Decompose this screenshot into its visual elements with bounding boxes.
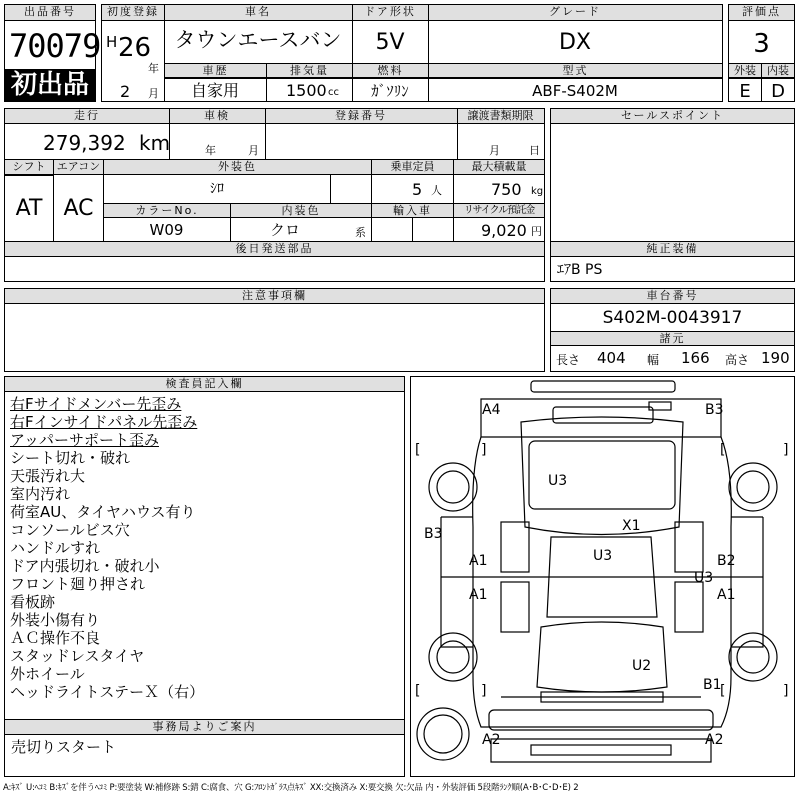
legend: A:ｷｽﾞ U:ﾍｺﾐ B:ｷｽﾞを伴うﾍｺﾐ P:要塗装 W:補修跡 S:錆 C:腐食、穴 G:ﾌﾛﾝﾄｶﾞﾗｽ点ｷｽﾞ XX:交換済み X:要交換 欠:欠品 内・外装評価 5段階ﾗﾝｸ順(A･B･C･D･E) 2 xyxy=(3,783,579,793)
inspector-note: ドア内張切れ・破れ小 xyxy=(10,557,160,575)
history: 自家用 xyxy=(190,81,239,100)
damage-mark-x1: X1 xyxy=(622,518,641,534)
ac: AC xyxy=(63,196,94,221)
damage-mark-a1-left-lower: A1 xyxy=(469,587,488,603)
car-name-label: 車名 xyxy=(164,5,352,21)
inspector-note: 看板跡 xyxy=(10,593,56,611)
damage-mark-u2: U2 xyxy=(632,658,652,674)
inspection-label: 車検 xyxy=(169,109,265,124)
height-label: 高さ xyxy=(725,353,750,367)
recycle-amount: 9,020 xyxy=(481,221,527,240)
inspector-note: シート切れ・破れ xyxy=(10,449,131,467)
inspector-note: 右Fサイドメンバー先歪み xyxy=(10,395,182,413)
interior-color: クロ xyxy=(269,221,300,239)
first-reg-month: 2 xyxy=(120,82,131,101)
import-label: 輸入車 xyxy=(372,204,453,218)
door-label: ドア形状 xyxy=(352,5,428,21)
history-label: 車歴 xyxy=(165,64,266,78)
transfer-month-unit: 月 xyxy=(489,144,500,157)
bracket-left-bottom-open: [ xyxy=(415,683,421,699)
transfer-label: 譲渡書類期限 xyxy=(457,109,544,124)
sales-point-label: セールスポイント xyxy=(551,109,794,124)
mileage-label: 走行 xyxy=(5,109,169,124)
later-parts-box xyxy=(4,241,545,282)
bracket-right-top-open: [ xyxy=(720,442,726,458)
inspector-note: ヘッドライトステーＸ（右） xyxy=(10,683,205,701)
shift: AT xyxy=(15,196,43,221)
max-load: 750 xyxy=(491,180,522,199)
inspector-note: コンソールビス穴 xyxy=(10,521,130,539)
header-table xyxy=(101,4,723,102)
height: 190 xyxy=(761,349,790,367)
bracket-left-top-close: ] xyxy=(481,442,487,458)
office-text: 売切りスタート xyxy=(11,738,117,756)
diagram-box xyxy=(410,376,795,777)
caution-box xyxy=(4,288,545,372)
bracket-right-bottom-open: [ xyxy=(720,683,726,699)
chassis-box xyxy=(550,288,795,372)
chassis-label: 車台番号 xyxy=(551,289,794,304)
color-no-label: カラーNo. xyxy=(104,204,230,218)
recycle-unit: 円 xyxy=(531,225,542,238)
damage-mark-a2-right: A2 xyxy=(705,732,724,748)
spec-table xyxy=(4,108,545,242)
width-label: 幅 xyxy=(647,353,660,367)
sales-point-box xyxy=(550,108,795,242)
dims-label: 諸元 xyxy=(551,332,794,346)
inspector-label: 検査員記入欄 xyxy=(5,377,404,392)
reg-label: 登録番号 xyxy=(265,109,457,124)
shift-label: シフト xyxy=(5,160,53,175)
interior-color-label: 内装色 xyxy=(231,204,371,218)
capacity-label: 乗車定員 xyxy=(372,160,453,175)
capacity-unit: 人 xyxy=(431,184,442,197)
era: H xyxy=(106,33,118,51)
lot-number: 70079 xyxy=(9,27,101,65)
inspector-note: ハンドルすれ xyxy=(10,539,101,557)
grade: DX xyxy=(558,30,591,55)
exterior-color: ｼﾛ xyxy=(210,181,224,197)
recycle-label: リサイクル預託金 xyxy=(454,204,544,218)
mileage-unit: km xyxy=(139,131,171,155)
inspector-note: フロント廻り押され xyxy=(10,575,146,593)
inspector-note: 天張汚れ大 xyxy=(10,467,86,485)
exterior-grade: E xyxy=(739,81,751,102)
damage-mark-a4: A4 xyxy=(482,402,501,418)
equipment-box xyxy=(550,241,795,282)
length-label: 長さ xyxy=(556,353,581,367)
color-label: 外装色 xyxy=(104,160,371,175)
damage-mark-a1-left-upper: A1 xyxy=(469,553,488,569)
bracket-left-top-open: [ xyxy=(415,442,421,458)
lot-box xyxy=(4,4,101,102)
damage-mark-b1: B1 xyxy=(703,677,722,693)
bracket-right-bottom-close: ] xyxy=(783,683,789,699)
office-box xyxy=(4,719,405,777)
damage-mark-u3-roof: U3 xyxy=(548,473,568,489)
grade-label: グレード xyxy=(428,5,722,21)
equipment-label: 純正装備 xyxy=(551,242,794,257)
inspector-note: ＡＣ操作不良 xyxy=(10,629,101,647)
damage-mark-a1-right-lower: A1 xyxy=(717,587,736,603)
interior-grade: D xyxy=(771,81,785,102)
damage-mark-u3-right: U3 xyxy=(694,570,714,586)
inspection-year-unit: 年 xyxy=(205,144,216,157)
equipment: ｴｱB PS xyxy=(557,262,603,278)
interior-label: 内装 xyxy=(762,64,794,78)
model-label: 型式 xyxy=(429,64,722,78)
displacement-label: 排気量 xyxy=(267,64,352,78)
damage-mark-a2-left: A2 xyxy=(482,732,501,748)
car-name: タウンエースバン xyxy=(174,28,342,52)
inspector-notes xyxy=(10,395,204,701)
inspector-note: スタッドレスタイヤ xyxy=(10,647,145,665)
damage-mark-b3-side: B3 xyxy=(424,526,443,542)
load-unit: kg xyxy=(531,186,544,197)
door-type: 5V xyxy=(375,30,405,55)
chassis-number: S402M-0043917 xyxy=(602,308,743,328)
first-reg-year: 26 xyxy=(118,33,152,63)
color-no: W09 xyxy=(149,221,184,239)
score: 3 xyxy=(753,29,770,59)
fuel-label: 燃料 xyxy=(353,64,428,78)
width: 166 xyxy=(681,349,710,367)
inspector-note: 右Fインサイドパネル先歪み xyxy=(10,413,198,431)
bracket-left-bottom-close: ] xyxy=(481,683,487,699)
inspector-note: 外ホイール xyxy=(10,665,85,683)
first-reg-label: 初度登録 xyxy=(102,5,164,21)
mileage: 279,392 xyxy=(43,131,126,155)
fuel: ｶﾞｿﾘﾝ xyxy=(371,82,409,100)
year-unit: 年 xyxy=(148,62,159,75)
damage-mark-u3-center: U3 xyxy=(593,548,613,564)
first-listing-badge: 初出品 xyxy=(5,69,95,101)
month-unit: 月 xyxy=(148,87,159,100)
displacement-unit: cc xyxy=(328,87,339,98)
load-label: 最大積載量 xyxy=(454,160,544,175)
inspector-note: アッパーサポート歪み xyxy=(10,431,159,449)
score-box xyxy=(728,4,795,102)
ac-label: エアコン xyxy=(54,160,103,175)
car-diagram xyxy=(411,377,794,776)
model: ABF-S402M xyxy=(532,82,618,100)
capacity: 5 xyxy=(412,180,423,199)
damage-mark-b3-rear: B3 xyxy=(705,402,724,418)
inspector-note: 荷室AU、タイヤハウス有り xyxy=(10,503,196,521)
damage-mark-b2: B2 xyxy=(717,553,736,569)
inspector-note: 室内汚れ xyxy=(10,485,71,503)
later-parts-label: 後日発送部品 xyxy=(5,242,544,257)
transfer-day-unit: 日 xyxy=(529,144,540,157)
office-label: 事務局よりご案内 xyxy=(5,720,404,735)
bracket-right-top-close: ] xyxy=(783,442,789,458)
lot-label: 出品番号 xyxy=(5,5,95,21)
length: 404 xyxy=(597,349,626,367)
exterior-label: 外装 xyxy=(729,64,761,78)
displacement: 1500 xyxy=(286,81,327,100)
score-label: 評価点 xyxy=(729,5,794,21)
inspection-month-unit: 月 xyxy=(248,144,259,157)
interior-color-unit: 系 xyxy=(355,226,366,239)
inspector-note: 外装小傷有り xyxy=(10,611,101,629)
caution-label: 注意事項欄 xyxy=(5,289,544,304)
inspector-box xyxy=(4,376,405,720)
